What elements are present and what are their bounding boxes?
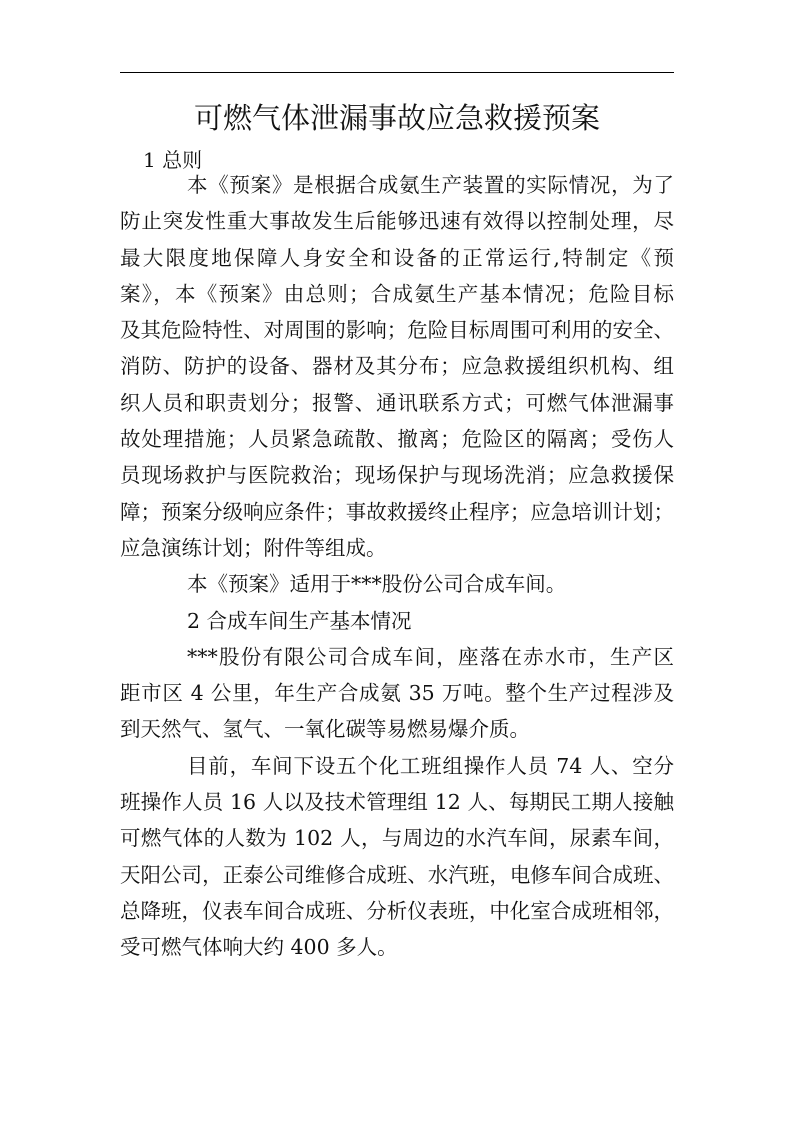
paragraph	[120, 748, 674, 966]
text-line: 到天然气、氢气、一氧化碳等易燃易爆介质。	[120, 717, 530, 742]
text-line: ***股份有限公司合成车间，座落在赤水市，生产区	[187, 644, 674, 669]
document-title: 可燃气体泄漏事故应急救援预案	[193, 101, 600, 135]
text-line: 天阳公司，正泰公司维修合成班、水汽班，电修车间合成班、	[120, 862, 674, 887]
paragraph	[120, 167, 674, 566]
text-line: 障；预案分级响应条件；事故救援终止程序；应急培训计划；	[120, 499, 674, 524]
header-rule	[120, 72, 674, 73]
text-line: 本《预案》适用于***股份公司合成车间。	[187, 572, 567, 597]
text-line: 总降班，仪表车间合成班、分析仪表班，中化室合成班相邻，	[120, 898, 674, 923]
text-line: 受可燃气体响大约 400 多人。	[120, 935, 398, 960]
text-line: 目前，车间下设五个化工班组操作人员 74 人、空分	[187, 753, 674, 778]
section-heading-2	[120, 603, 674, 639]
text-line: 员现场救护与医院救治；现场保护与现场洗消；应急救援保	[120, 463, 674, 488]
text-line: 2 合成车间生产基本情况	[187, 608, 412, 633]
text-line: 可燃气体的人数为 102 人，与周边的水汽车间，尿素车间，	[120, 826, 674, 851]
text-line: 本《预案》是根据合成氨生产装置的实际情况，为了	[187, 173, 674, 197]
text-line: 距市区 4 公里，年生产合成氨 35 万吨。整个生产过程涉及	[120, 681, 674, 706]
paragraph	[120, 566, 674, 602]
text-line: 故处理措施；人员紧急疏散、撤离；危险区的隔离；受伤人	[120, 427, 674, 452]
section-heading-1: 1 总则	[143, 148, 203, 172]
paragraph	[120, 639, 674, 748]
text-line: 案》，本《预案》由总则；合成氨生产基本情况；危险目标	[120, 281, 674, 306]
text-line: 织人员和职责划分；报警、通讯联系方式；可燃气体泄漏事	[120, 390, 674, 415]
text-line: 最大限度地保障人身安全和设备的正常运行,特制定《预	[120, 245, 674, 270]
document-body	[120, 167, 674, 966]
text-line: 防止突发性重大事故发生后能够迅速有效得以控制处理，尽	[120, 209, 674, 234]
text-line: 及其危险特性、对周围的影响；危险目标周围可利用的安全、	[120, 318, 674, 343]
text-line: 消防、防护的设备、器材及其分布；应急救援组织机构、组	[120, 354, 674, 379]
text-line: 班操作人员 16 人以及技术管理组 12 人、每期民工期人接触	[120, 790, 674, 815]
text-line: 应急演练计划；附件等组成。	[120, 535, 387, 560]
